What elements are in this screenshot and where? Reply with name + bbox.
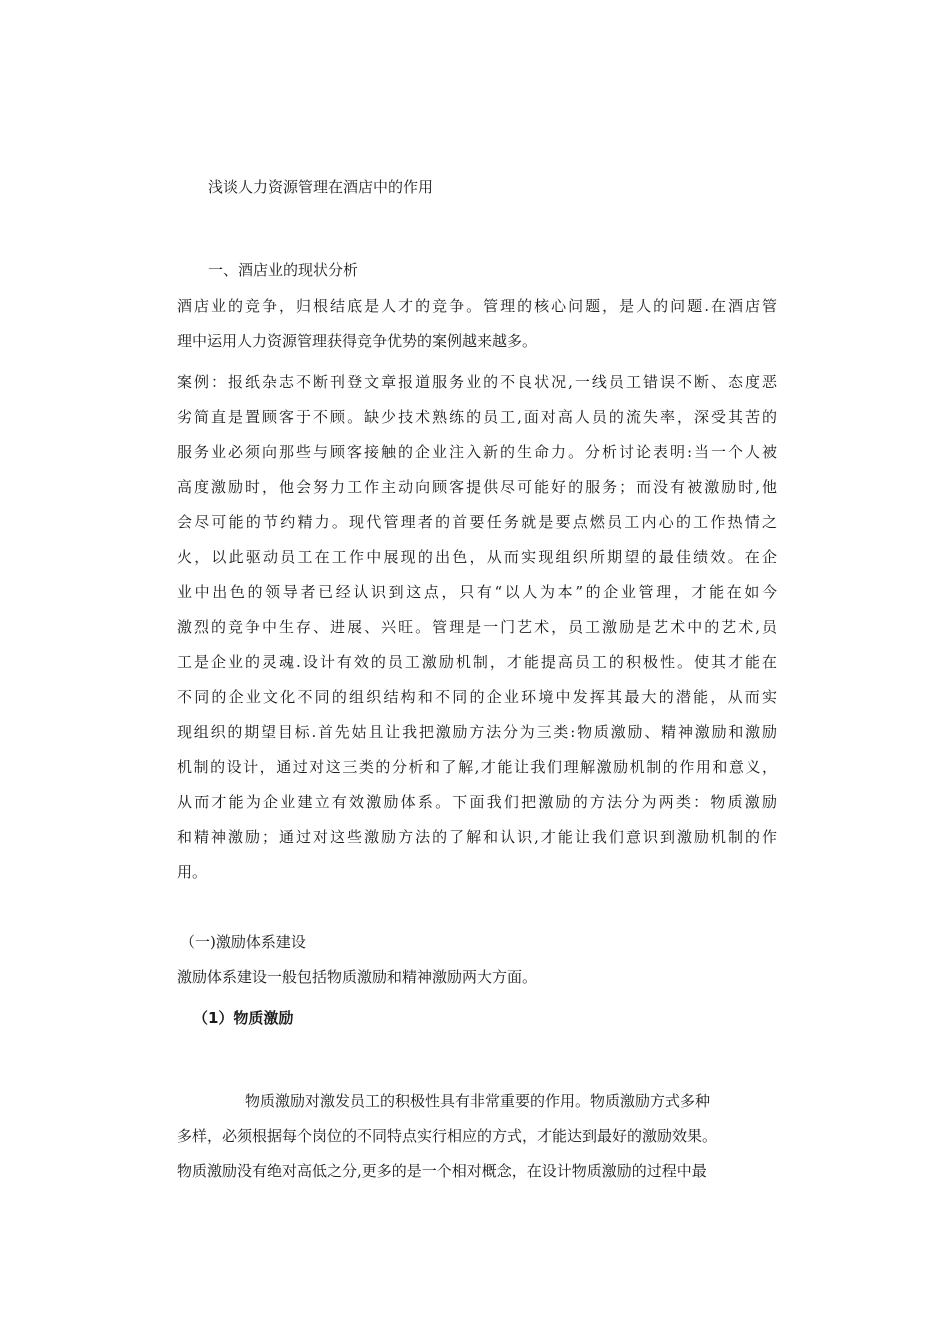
paragraph-line: 和精神激励；通过对这些激励方法的了解和认识,才能让我们意识到激励机制的作 xyxy=(177,828,777,846)
paragraph-line: 激烈的竞争中生存、进展、兴旺。管理是一门艺术，员工激励是艺术中的艺术,员 xyxy=(177,618,777,636)
subsection-paragraph: 激励体系建设一般包括物质激励和精神激励两大方面。 xyxy=(177,968,538,986)
paragraph-line: 物质激励没有绝对高低之分,更多的是一个相对概念，在设计物质激励的过程中最 xyxy=(177,1162,707,1180)
paragraph-line: 从而才能为企业建立有效激励体系。下面我们把激励的方法分为两类：物质激励 xyxy=(177,793,777,811)
paragraph-line: 机制的设计，通过对这三类的分析和了解,才能让我们理解激励机制的作用和意义， xyxy=(177,758,777,776)
paragraph-line: 用。 xyxy=(177,863,208,881)
paragraph-line: 劣简直是置顾客于不顾。缺少技术熟练的员工,面对高人员的流失率，深受其苦的 xyxy=(177,408,777,426)
paragraph-line: 不同的企业文化不同的组织结构和不同的企业环境中发挥其最大的潜能，从而实 xyxy=(177,688,777,706)
paragraph-line: 理中运用人力资源管理获得竞争优势的案例越来越多。 xyxy=(177,332,538,350)
paragraph-line: 物质激励对激发员工的积极性具有非常重要的作用。物质激励方式多种 xyxy=(245,1092,711,1110)
paragraph-line: 现组织的期望目标.首先姑且让我把激励方法分为三类:物质激励、精神激励和激励 xyxy=(177,723,777,741)
paragraph-line: 酒店业的竞争，归根结底是人才的竞争。管理的核心问题，是人的问题.在酒店管 xyxy=(177,297,777,315)
material-incentive-heading: （1）物质激励 xyxy=(193,1009,294,1027)
paragraph-line: 会尽可能的节约精力。现代管理者的首要任务就是要点燃员工内心的工作热情之 xyxy=(177,513,777,531)
paragraph-line: 高度激励时，他会努力工作主动向顾客提供尽可能好的服务；而没有被激励时,他 xyxy=(177,478,777,496)
case-paragraph xyxy=(177,365,787,890)
subsection-heading-incentive-system: （一)激励体系建设 xyxy=(180,933,306,951)
material-incentive-paragraph xyxy=(177,1084,787,1189)
paragraph-line: 业中出色的领导者已经认识到这点，只有“以人为本”的企业管理，才能在如今 xyxy=(177,583,777,601)
paragraph-line: 工是企业的灵魂.设计有效的员工激励机制，才能提高员工的积极性。使其才能在 xyxy=(177,653,777,671)
section-heading-status-analysis: 一、酒店业的现状分析 xyxy=(208,261,359,279)
paragraph-line: 火，以此驱动员工在工作中展现的出色，从而实现组织所期望的最佳绩效。在企 xyxy=(177,548,777,566)
paragraph-line: 多样，必须根据每个岗位的不同特点实行相应的方式，才能达到最好的激励效果。 xyxy=(177,1127,718,1145)
paragraph-line: 服务业必须向那些与顾客接触的企业注入新的生命力。分析讨论表明:当一个人被 xyxy=(177,443,777,461)
paragraph-line: 案例：报纸杂志不断刊登文章报道服务业的不良状况,一线员工错误不断、态度恶 xyxy=(177,373,777,391)
intro-paragraph xyxy=(177,289,787,359)
document-title: 浅谈人力资源管理在酒店中的作用 xyxy=(208,178,434,196)
